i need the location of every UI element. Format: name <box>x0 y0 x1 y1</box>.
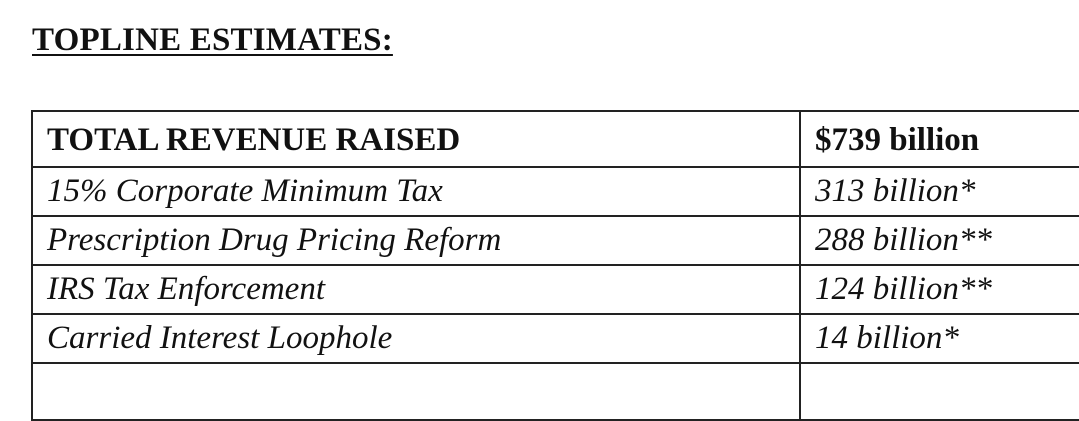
table-row <box>32 265 1079 314</box>
row-value-cell: 14 billion* <box>800 314 1079 363</box>
table-row <box>32 167 1079 216</box>
row-label-cell: Carried Interest Loophole <box>32 314 800 363</box>
row-value-cell: 288 billion** <box>800 216 1079 265</box>
revenue-estimates-table <box>31 110 1079 421</box>
total-label-cell: TOTAL REVENUE RAISED <box>32 111 800 167</box>
section-heading: TOPLINE ESTIMATES: <box>32 22 393 58</box>
blank-value-cell <box>800 363 1079 420</box>
blank-label-cell <box>32 363 800 420</box>
table-row-total <box>32 111 1079 167</box>
table-row <box>32 314 1079 363</box>
row-value-cell: 124 billion** <box>800 265 1079 314</box>
table-row-blank <box>32 363 1079 420</box>
row-value-cell: 313 billion* <box>800 167 1079 216</box>
row-label-cell: Prescription Drug Pricing Reform <box>32 216 800 265</box>
row-label-cell: IRS Tax Enforcement <box>32 265 800 314</box>
row-label-cell: 15% Corporate Minimum Tax <box>32 167 800 216</box>
total-value-cell: $739 billion <box>800 111 1079 167</box>
table-row <box>32 216 1079 265</box>
